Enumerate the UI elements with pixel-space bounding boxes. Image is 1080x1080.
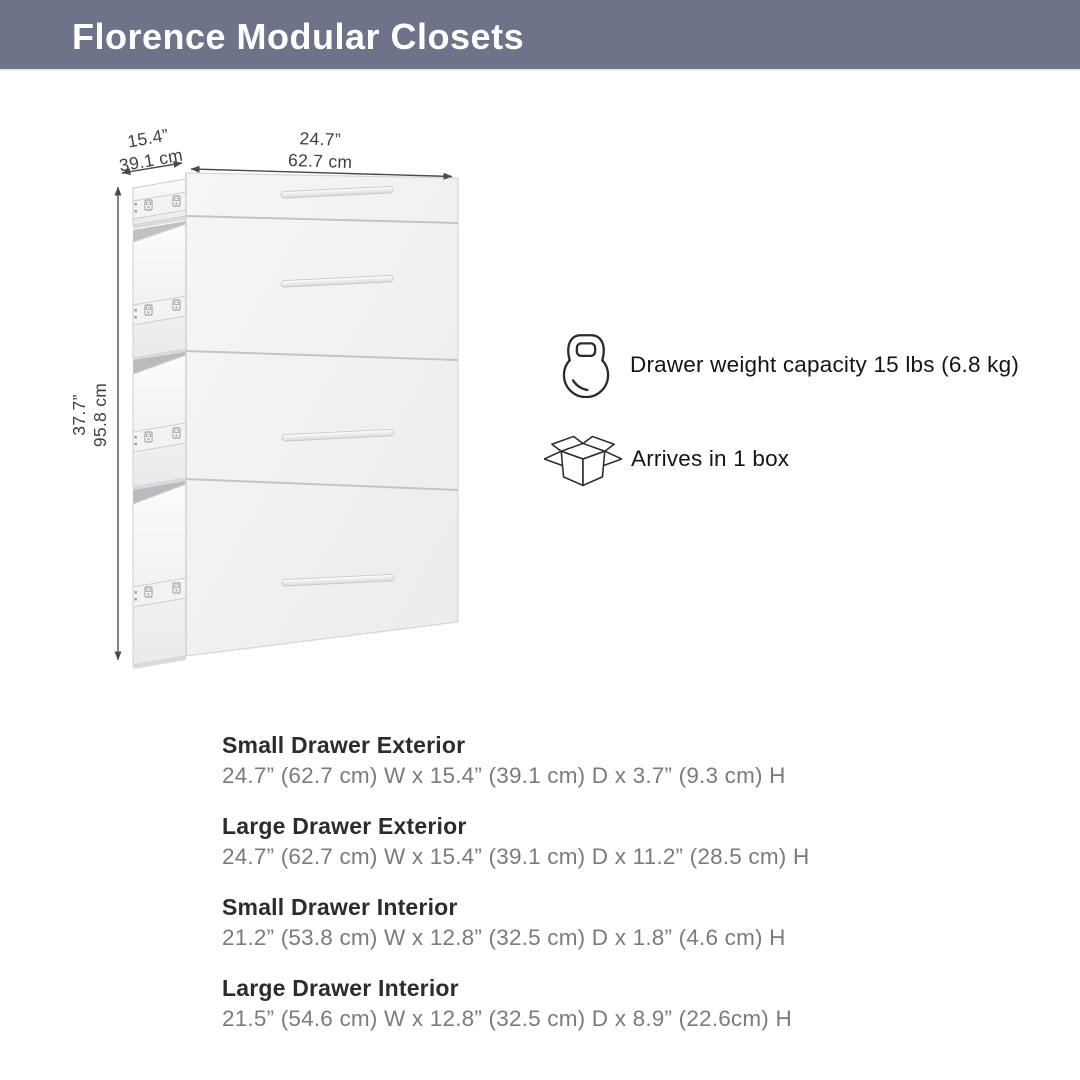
kettlebell-icon [562,332,610,398]
width-inches-label: 24.7” [299,128,342,150]
spec-title: Small Drawer Interior [222,894,458,920]
open-box-icon [544,431,622,487]
drawer-unit [133,173,458,669]
spec-dimensions: 24.7” (62.7 cm) W x 15.4” (39.1 cm) D x 3.7” (9.3 cm) H [222,763,786,788]
spec-title: Small Drawer Exterior [222,732,466,758]
spec-item-small-interior [222,894,809,951]
feature-label-weight: Drawer weight capacity 15 lbs (6.8 kg) [630,352,1020,377]
feature-label-box: Arrives in 1 box [631,446,790,471]
depth-cm-label: 39.1 cm [117,144,185,176]
spec-title: Large Drawer Exterior [222,813,467,839]
spec-item-small-exterior [222,732,809,789]
depth-dimension [118,125,185,176]
spec-item-large-exterior [222,813,809,870]
spec-dimensions: 21.5” (54.6 cm) W x 12.8” (32.5 cm) D x 8.9” (22.6cm) H [222,1006,792,1031]
drawer-side-boxes [133,179,186,669]
height-cm-label: 95.8 cm [90,382,110,448]
page-title: Florence Modular Closets [72,15,525,57]
width-dimension [191,128,452,176]
depth-inches-label: 15.4” [125,124,171,152]
height-inches-label: 37.7” [69,394,89,436]
spec-dimensions: 21.2” (53.8 cm) W x 12.8” (32.5 cm) D x 1.8” (4.6 cm) H [222,925,786,950]
width-cm-label: 62.7 cm [287,149,353,173]
feature-box-count [544,427,789,491]
height-dimension [69,187,118,660]
spec-title: Large Drawer Interior [222,975,459,1001]
specs-section [222,732,809,1056]
feature-weight-capacity [562,331,1019,399]
spec-item-large-interior [222,975,809,1032]
spec-dimensions: 24.7” (62.7 cm) W x 15.4” (39.1 cm) D x 11.2” (28.5 cm) H [222,844,810,869]
